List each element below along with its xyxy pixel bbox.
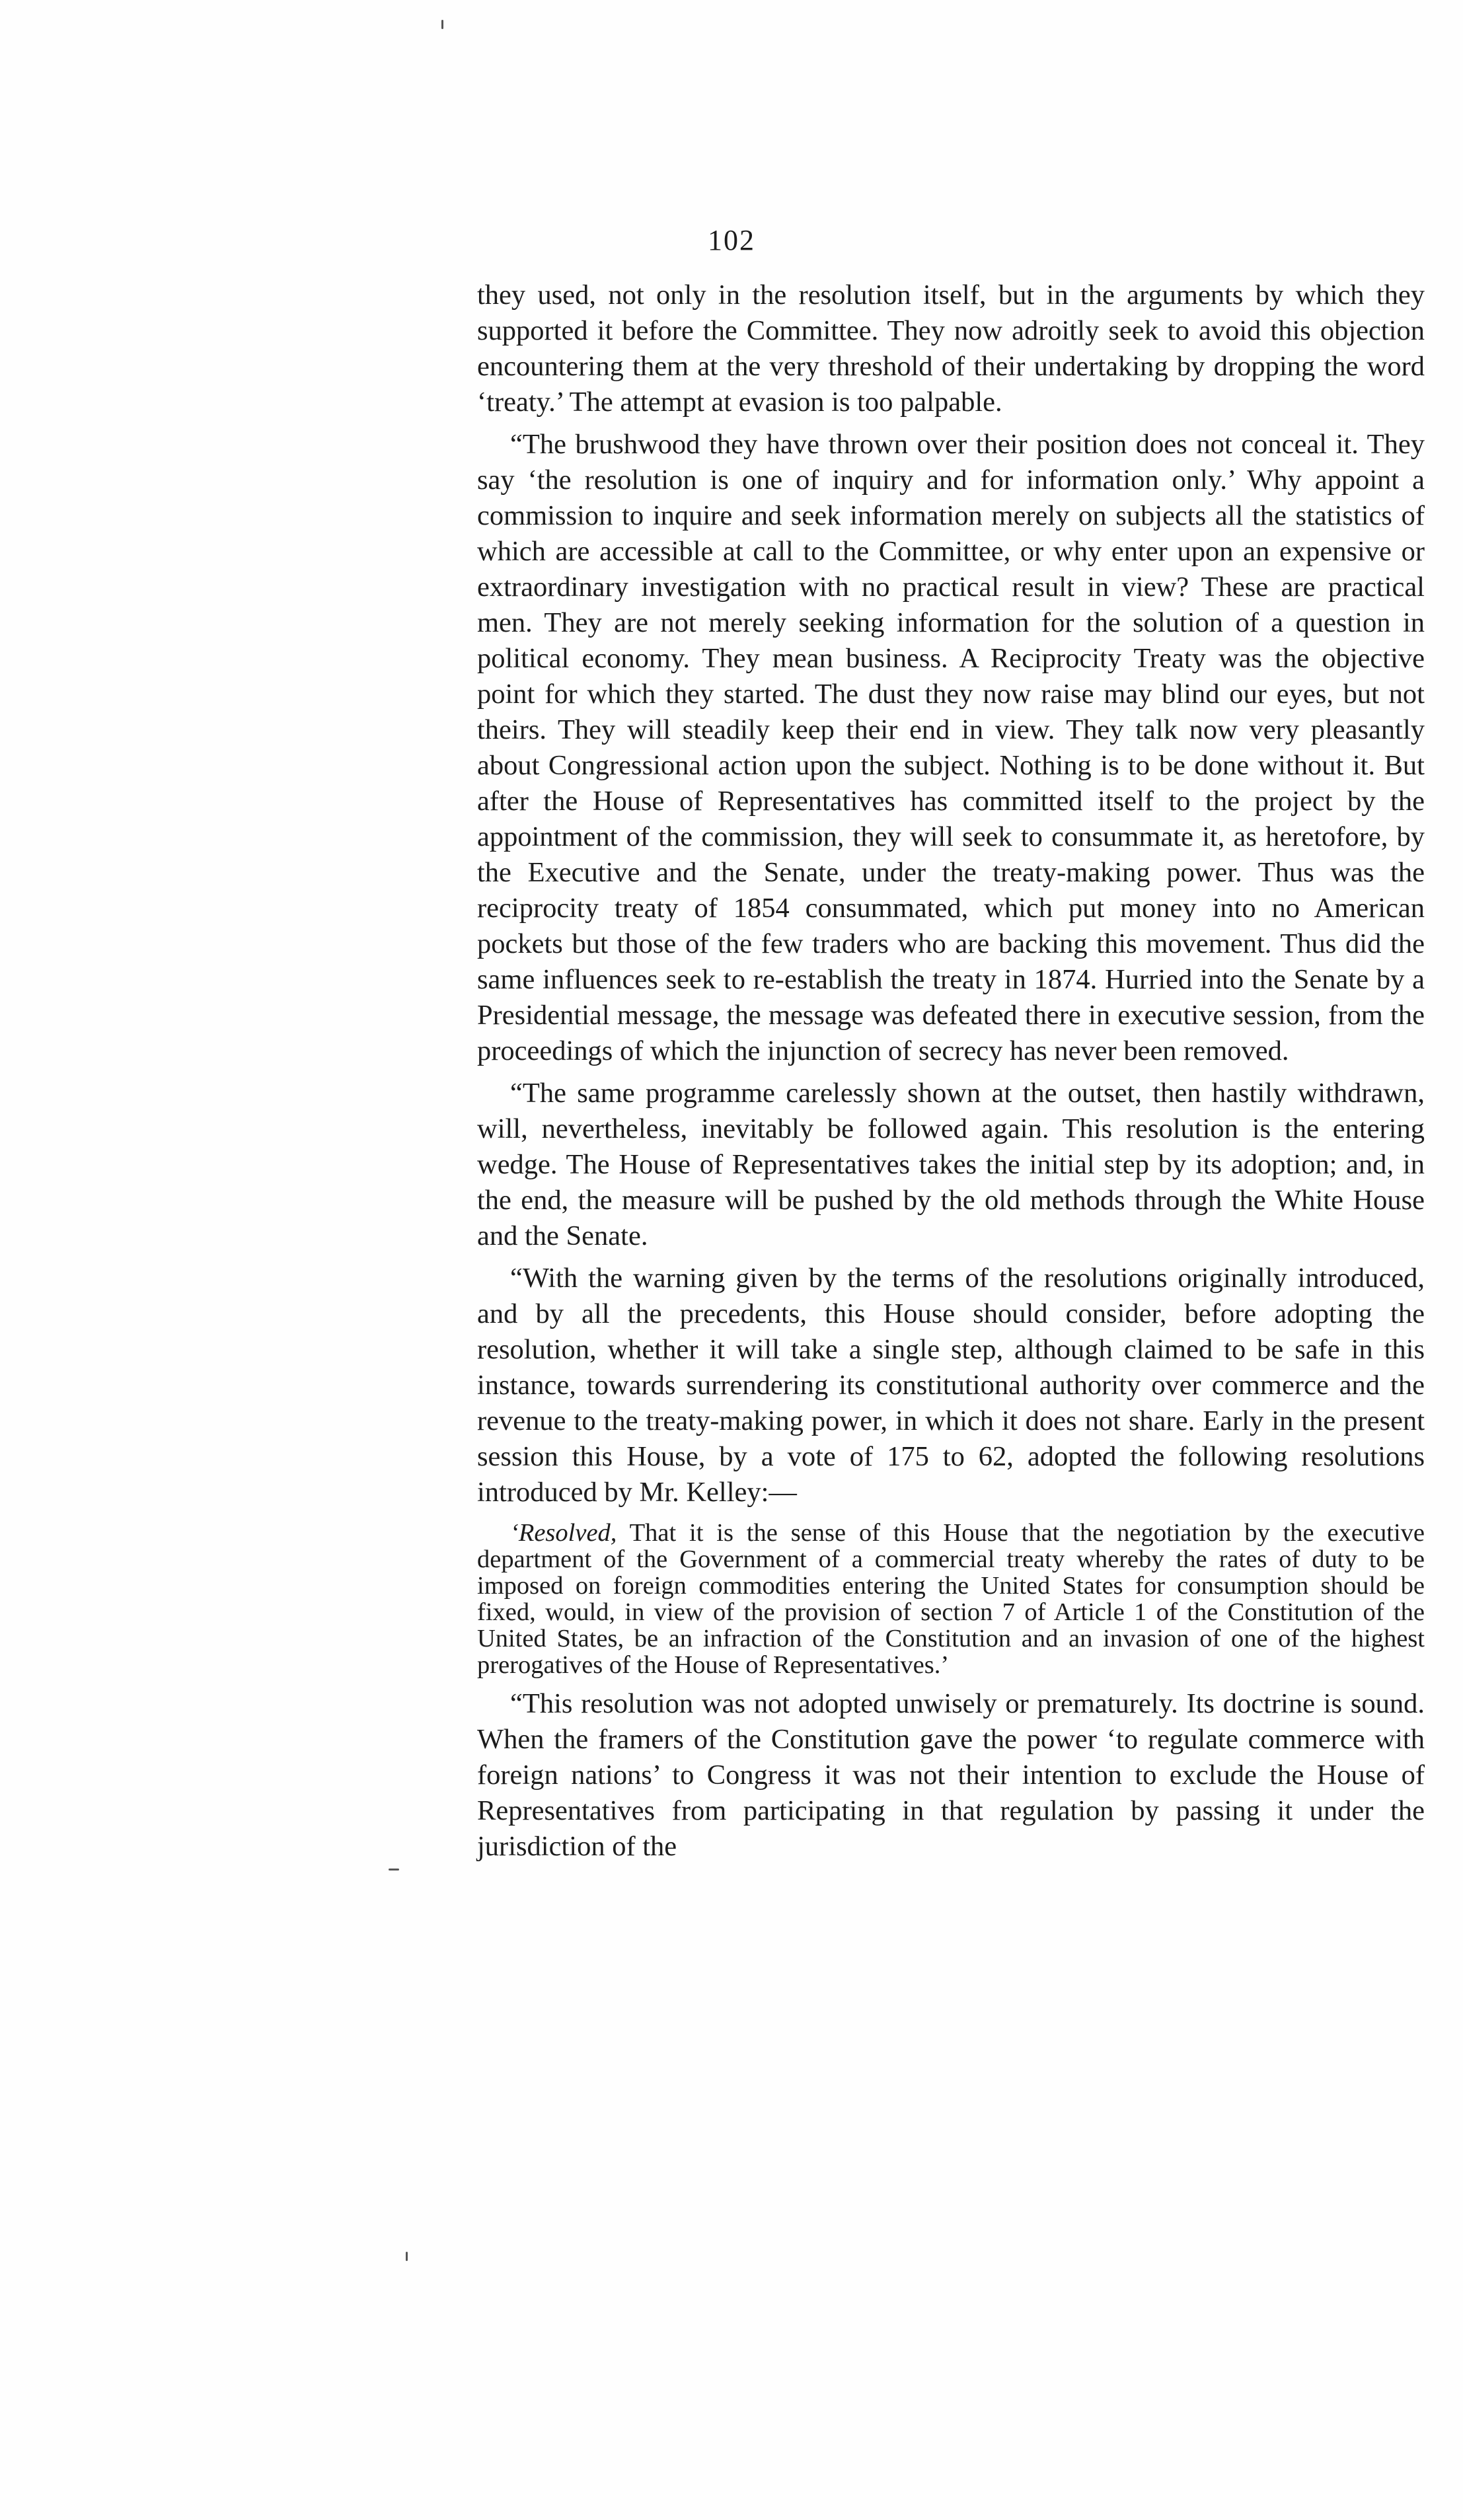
- resolution-lead: ‘Resolved,: [510, 1519, 617, 1547]
- resolution-quote: [477, 1520, 1425, 1678]
- scan-mark-left: [389, 1869, 399, 1871]
- resolution-body: That it is the sense of this House that the negotiation by the executive department of the Government of a commercial treaty whereby the rates of duty to be imposed on foreign commodities entering the United States for consumption should be fixed, would, in view of the provision of section 7 of Article 1 of the Constitution of the United States, be an infraction of the Constitution and an invasion of one of the highest prerogatives of the House of Representatives.’: [477, 1519, 1425, 1679]
- paragraph-4: “With the warning given by the terms of the resolutions originally introduced, and by all the precedents, this House should consider, before adopting the resolution, whether it will take a single step, although claimed to be safe in this instance, towards surrendering its constitutional authority over commerce and the revenue to the treaty-making power, in which it does not share. Early in the present session this House, by a vote of 175 to 62, adopted the following resolutions introduced by Mr. Kelley:—: [477, 1263, 1425, 1508]
- paragraph-5: “This resolution was not adopted unwisely or prematurely. Its doctrine is sound. When the framers of the Constitution gave the power ‘to regulate commerce with foreign nations’ to Congress it was not their intention to exclude the House of Representatives from participating in that regulation by passing it under the jurisdiction of the: [477, 1688, 1425, 1862]
- paragraph-2: “The brushwood they have thrown over their position does not conceal it. They say ‘the resolution is one of inquiry and for information only.’ Why appoint a commission to inquire and seek information merely on subjects all the statistics of which are accessible at call to the Committee, or why enter upon an expensive or extraordinary investigation with no practical result in view? These are practical men. They are not merely seeking information for the solution of a question in political economy. They mean business. A Reciprocity Treaty was the objective point for which they started. The dust they now raise may blind our eyes, but not theirs. They will steadily keep their end in view. They talk now very pleasantly about Congressional action upon the subject. Nothing is to be done without it. But after the House of Representatives has committed itself to the project by the appointment of the commission, they will seek to consummate it, as heretofore, by the Executive and the Senate, under the treaty-making power. Thus was the reciprocity treaty of 1854 consummated, which put money into no American pockets but those of the few traders who are backing this movement. Thus did the same influences seek to re-establish the treaty in 1874. Hurried into the Senate by a Presidential message, the message was defeated there in executive session, from the proceedings of which the injunction of secrecy has never been removed.: [477, 429, 1425, 1066]
- page-number: 102: [708, 224, 755, 256]
- paragraph-1: they used, not only in the resolution itself, but in the arguments by which they supported it before the Committee. They now adroitly seek to avoid this objection encountering them at the very threshold of their undertaking by dropping the word ‘treaty.’ The attempt at evasion is too palpable.: [477, 279, 1425, 418]
- scan-mark-top: [441, 20, 443, 29]
- body-text: [477, 278, 1425, 1865]
- paragraph-3: “The same programme carelessly shown at the outset, then hastily withdrawn, will, nevertheless, inevitably be followed again. This resolution is the entering wedge. The House of Representatives takes the initial step by its adoption; and, in the end, the measure will be pushed by the old methods through the White House and the Senate.: [477, 1078, 1425, 1251]
- scan-mark-bottom: [406, 2252, 408, 2261]
